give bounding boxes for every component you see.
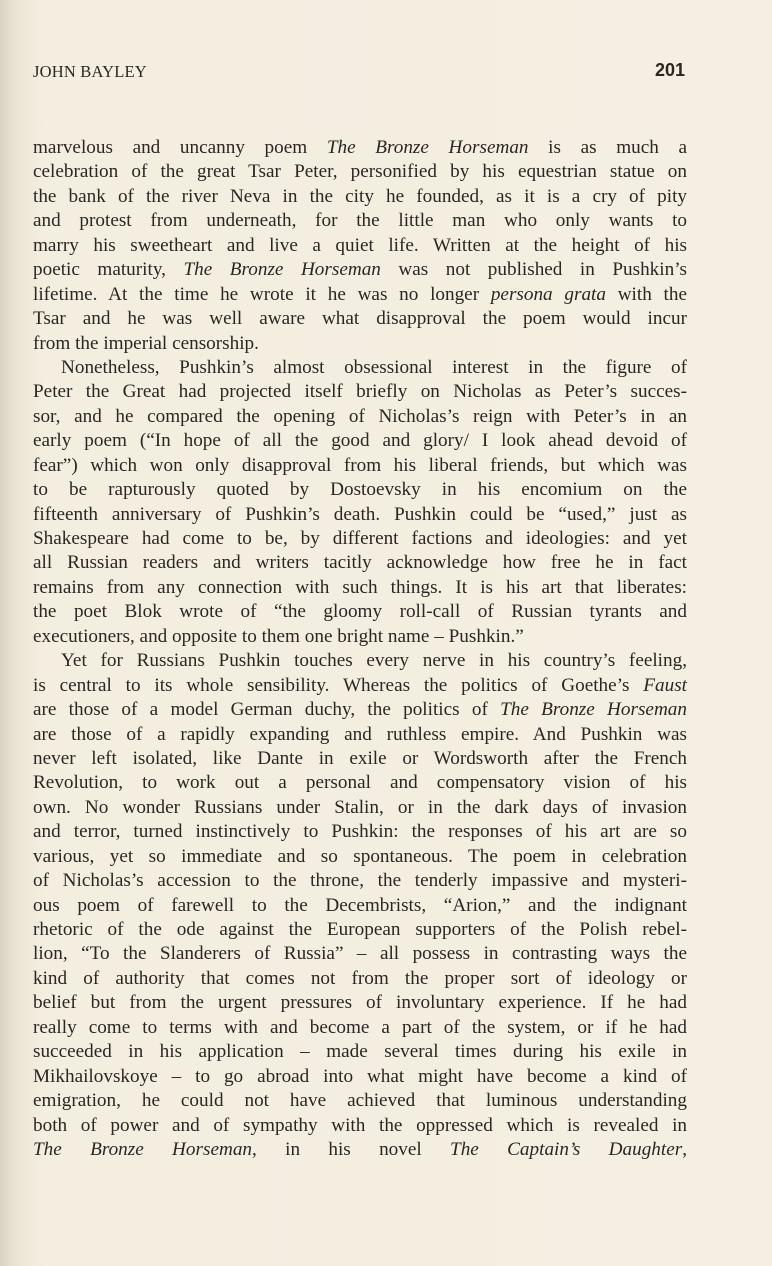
text-line: are those of a model German duchy, the politics of The Bronze Horseman (33, 699, 687, 721)
text-line: early poem (“In hope of all the good and glory/ I look ahead devoid of (33, 430, 687, 452)
text-line: various, yet so immediate and so spontaneous. The poem in celebration (33, 845, 687, 867)
text-line: poetic maturity, The Bronze Horseman was not published in Pushkin’s (33, 259, 687, 281)
page-header (33, 62, 685, 90)
text-line: emigration, he could not have achieved that luminous understanding (33, 1090, 687, 1112)
running-head: JOHN BAYLEY (33, 62, 147, 81)
text-line: is central to its whole sensibility. Whereas the politics of Goethe’s Faust (33, 674, 687, 696)
text-line: sor, and he compared the opening of Nicholas’s reign with Peter’s in an (33, 405, 687, 427)
text-line: all Russian readers and writers tacitly acknowledge how free he in fact (33, 552, 687, 574)
text-line: really come to terms with and become a part of the system, or if he had (33, 1016, 687, 1038)
text-line: fifteenth anniversary of Pushkin’s death. Pushkin could be “used,” just as (33, 503, 687, 525)
text-line: Mikhailovskoye – to go abroad into what might have become a kind of (33, 1065, 687, 1087)
text-line: belief but from the urgent pressures of involuntary experience. If he had (33, 992, 687, 1014)
text-line: succeeded in his application – made several times during his exile in (33, 1041, 687, 1063)
text-line: kind of authority that comes not from the proper sort of ideology or (33, 967, 687, 989)
text-line: to be rapturously quoted by Dostoevsky in his encomium on the (33, 479, 687, 501)
text-line: Shakespeare had come to be, by different factions and ideologies: and yet (33, 528, 687, 549)
text-line: marvelous and uncanny poem The Bronze Horseman is as much a (33, 137, 687, 158)
text-line: the bank of the river Neva in the city he founded, as it is a cry of pity (33, 185, 687, 207)
text-line: from the imperial censorship. (33, 332, 259, 354)
text-line: executioners, and opposite to them one bright name – Pushkin.” (33, 625, 524, 647)
text-line: Revolution, to work out a personal and compensatory vision of his (33, 772, 687, 794)
text-line: Peter the Great had projected itself briefly on Nicholas as Peter’s succes- (33, 381, 687, 403)
text-line: Yet for Russians Pushkin touches every nerve in his country’s feeling, (61, 650, 687, 672)
page-number: 201 (654, 60, 685, 80)
text-line: Nonetheless, Pushkin’s almost obsessional interest in the figure of (61, 356, 687, 378)
text-line: of Nicholas’s accession to the throne, the tenderly impassive and mysteri- (33, 870, 687, 892)
text-line: are those of a rapidly expanding and ruthless empire. And Pushkin was (33, 723, 687, 745)
text-line: celebration of the great Tsar Peter, personified by his equestrian statue on (33, 161, 687, 183)
text-line: never left isolated, like Dante in exile or Wordsworth after the French (33, 747, 687, 769)
text-line: and protest from underneath, for the little man who only wants to (33, 210, 687, 232)
body-text (33, 136, 687, 1162)
text-line: lifetime. At the time he wrote it he was no longer persona grata with the (33, 283, 687, 305)
text-line: the poet Blok wrote of “the gloomy roll-call of Russian tyrants and (33, 601, 687, 623)
text-line: own. No wonder Russians under Stalin, or in the dark days of invasion (33, 796, 687, 818)
text-line: The Bronze Horseman, in his novel The Captain’s Daughter, (33, 1138, 688, 1160)
text-line: both of power and of sympathy with the oppressed which is revealed in (33, 1114, 687, 1136)
text-line: and terror, turned instinctively to Pushkin: the responses of his art are so (33, 821, 687, 843)
text-line: marry his sweetheart and live a quiet life. Written at the height of his (33, 234, 687, 256)
text-line: remains from any connection with such things. It is his art that liberates: (33, 576, 687, 598)
text-line: ous poem of farewell to the Decembrists, “Arion,” and the indignant (33, 894, 687, 916)
text-line: lion, “To the Slanderers of Russia” – all possess in contrasting ways the (33, 943, 687, 965)
text-line: fear”) which won only disapproval from his liberal friends, but which was (33, 454, 687, 476)
text-line: Tsar and he was well aware what disapproval the poem would incur (33, 308, 687, 330)
text-line: rhetoric of the ode against the European supporters of the Polish rebel- (33, 919, 687, 940)
